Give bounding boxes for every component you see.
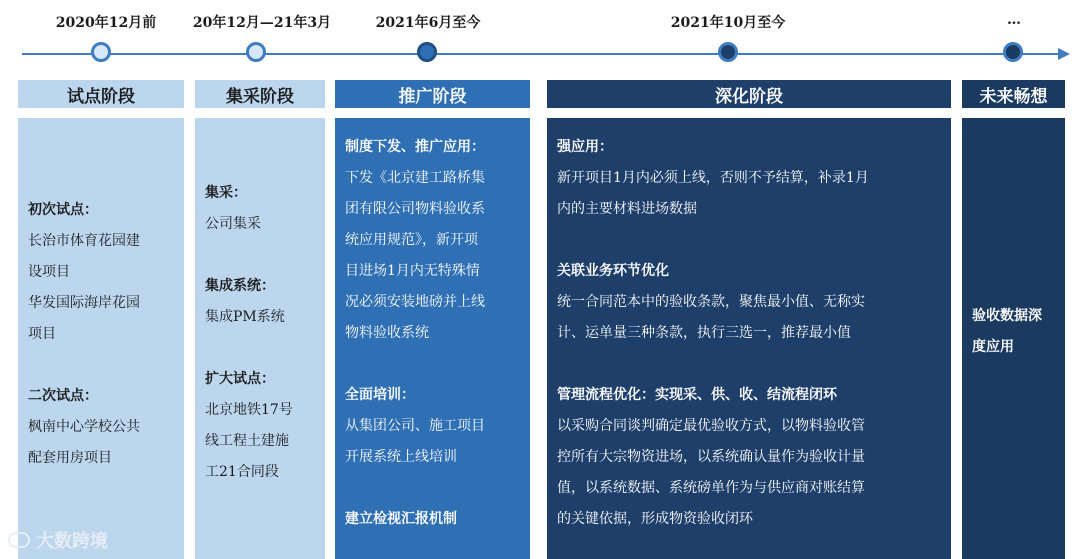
stage-panel-promotion xyxy=(335,118,530,559)
block-line: 北京地铁17号 xyxy=(205,402,293,418)
stage-header-pilot: 试点阶段 xyxy=(18,80,184,108)
block-line: 长治市体育花园建 xyxy=(28,233,140,249)
block-head: 集成系统： xyxy=(205,278,275,294)
stage-panel-future xyxy=(962,118,1065,559)
stage-header-deepening: 深化阶段 xyxy=(547,80,951,108)
block-line: 线工程土建施 xyxy=(205,433,289,449)
block-line: 统应用规范》，新开项 xyxy=(345,232,478,248)
block-line: 内的主要材料进场数据 xyxy=(557,201,697,217)
date-label-2: 20年12月—21年3月 xyxy=(192,15,332,31)
timeline-node-4 xyxy=(718,42,738,62)
watermark xyxy=(8,527,108,553)
timeline-node-5 xyxy=(1003,42,1023,62)
block-line: 开展系统上线培训 xyxy=(345,449,457,465)
block-head: 集采： xyxy=(205,185,247,201)
block-head: 二次试点： xyxy=(28,388,98,404)
block-head: 全面培训： xyxy=(345,387,415,403)
block-line: 统一合同范本中的验收条款，聚焦最小值、无称实 xyxy=(557,294,865,310)
block-head: 验收数据深 xyxy=(972,308,1042,324)
stage-panel-procurement xyxy=(195,118,325,559)
timeline-node-2 xyxy=(246,42,266,62)
block-head: 扩大试点： xyxy=(205,371,275,387)
block-head: 强应用： xyxy=(557,139,613,155)
stage-header-future: 未来畅想 xyxy=(962,80,1065,108)
block-line: 计、运单量三种条款，执行三选一，推荐最小值 xyxy=(557,325,851,341)
block-line: 目进场1月内无特殊情 xyxy=(345,263,480,279)
block-head: 建立检视汇报机制 xyxy=(345,511,457,527)
block-head: 度应用 xyxy=(972,339,1014,355)
date-label-5: … xyxy=(1007,12,1021,28)
block-line: 枫南中心学校公共 xyxy=(28,419,140,435)
date-label-4: 2021年10月至今 xyxy=(670,15,786,31)
stage-panel-deepening xyxy=(547,118,951,559)
block-head: 制度下发、推广应用： xyxy=(345,139,485,155)
block-line: 工21合同段 xyxy=(205,464,279,480)
stage-panel-pilot xyxy=(18,118,184,559)
date-label-3: 2021年6月至今 xyxy=(375,15,481,31)
block-line: 从集团公司、施工项目 xyxy=(345,418,485,434)
block-line: 物料验收系统 xyxy=(345,325,429,341)
timeline-axis xyxy=(22,53,1062,55)
block-line: 华发国际海岸花园 xyxy=(28,295,140,311)
block-head: 管理流程优化：实现采、供、收、结流程闭环 xyxy=(557,387,837,403)
block-line: 新开项目1月内必须上线，否则不予结算，补录1月 xyxy=(557,170,869,186)
watermark-logo-icon xyxy=(8,532,30,548)
block-line: 值，以系统数据、系统磅单作为与供应商对账结算 xyxy=(557,480,865,496)
block-line: 以采购合同谈判确定最优验收方式，以物料验收管 xyxy=(557,418,865,434)
timeline-node-1 xyxy=(91,42,111,62)
block-line: 设项目 xyxy=(28,264,70,280)
stage-header-promotion: 推广阶段 xyxy=(335,80,530,108)
block-line: 控所有大宗物资进场，以系统确认量作为验收计量 xyxy=(557,449,865,465)
block-head: 初次试点： xyxy=(28,202,98,218)
block-line: 配套用房项目 xyxy=(28,450,112,466)
block-line: 的关键依据，形成物资验收闭环 xyxy=(557,511,753,527)
timeline-arrow-icon xyxy=(1058,48,1070,60)
date-label-1: 2020年12月前 xyxy=(55,15,157,31)
block-line: 公司集采 xyxy=(205,216,261,232)
stage-header-procurement: 集采阶段 xyxy=(195,80,325,108)
watermark-text: 大数跨境 xyxy=(36,531,108,552)
block-head: 关联业务环节优化 xyxy=(557,263,669,279)
block-line: 团有限公司物料验收系 xyxy=(345,201,485,217)
block-line: 况必须安装地磅并上线 xyxy=(345,294,485,310)
block-line: 下发《北京建工路桥集 xyxy=(345,170,485,186)
timeline-node-3 xyxy=(417,42,437,62)
block-line: 项目 xyxy=(28,326,56,342)
block-line: 集成PM系统 xyxy=(205,309,285,325)
